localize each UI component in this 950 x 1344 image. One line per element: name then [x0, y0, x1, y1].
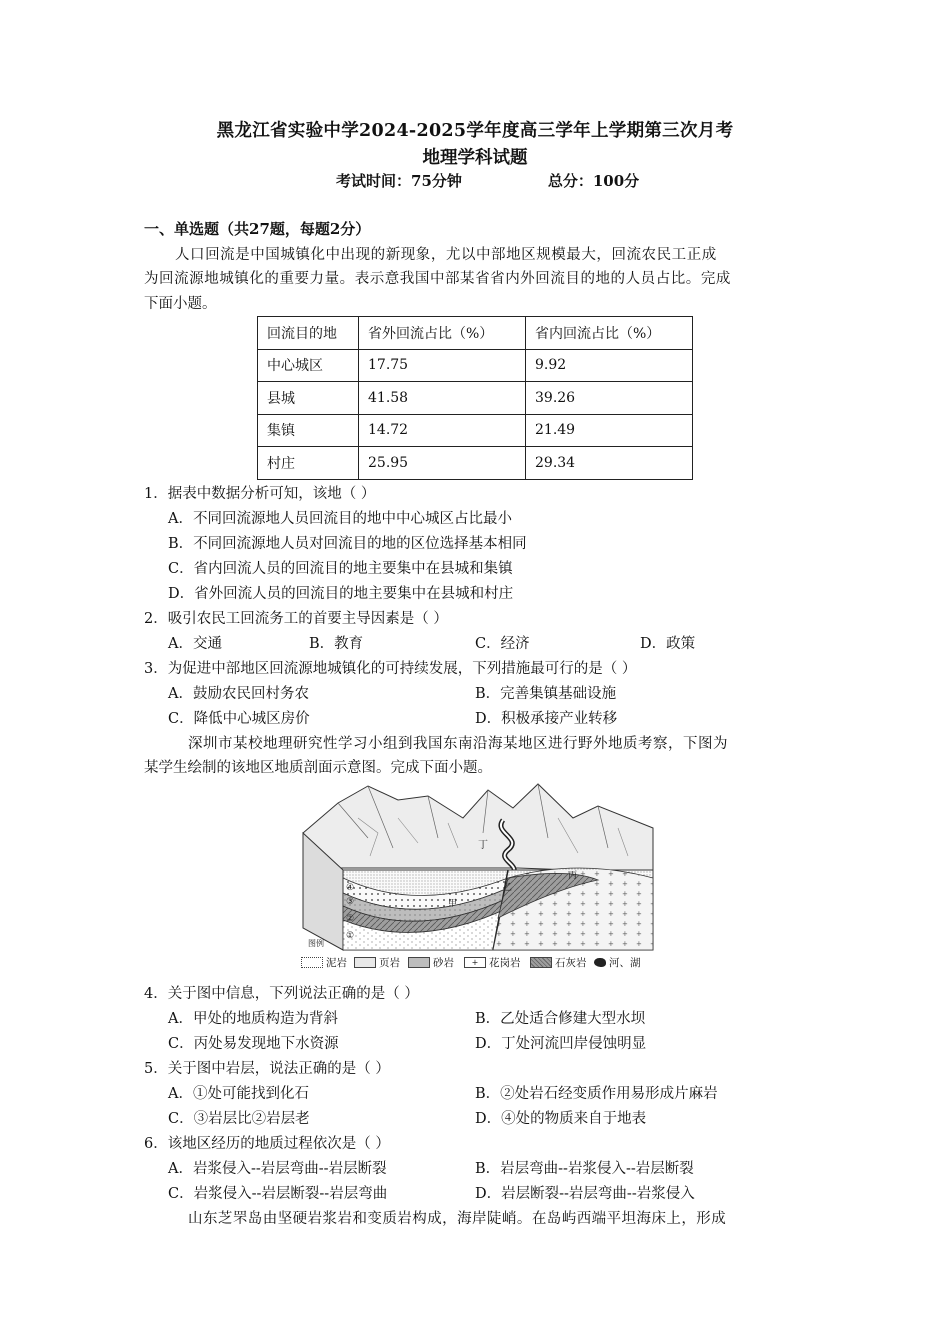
legend-swatch-limestone: [530, 957, 552, 968]
intro3-line-1: 山东芝罘岛由坚硬岩浆岩和变质岩构成，海岸陡峭。在岛屿西端平坦海床上，形成: [188, 1211, 727, 1227]
label-layer-4: ④: [346, 883, 355, 893]
table-cell: 县城: [258, 382, 359, 415]
q2-option-b: B．教育: [309, 636, 364, 652]
table-cell: 29.34: [526, 447, 693, 480]
table-cell: 41.58: [359, 382, 526, 415]
intro-line-3: 下面小题。: [144, 296, 217, 312]
table-row: [258, 414, 693, 447]
table-header: 回流目的地: [258, 317, 359, 350]
q5-option-d: D．④处的物质来自于地表: [475, 1111, 647, 1127]
q2-option-c: C．经济: [475, 636, 530, 652]
table-cell: 17.75: [359, 349, 526, 382]
table-cell: 中心城区: [258, 349, 359, 382]
exam-meta: [336, 170, 639, 191]
legend-sandstone: 砂岩: [433, 957, 454, 969]
intro-line-1: 人口回流是中国城镇化中出现的新现象，尤以中部地区规模最大，回流农民工正成: [175, 247, 717, 263]
q3-option-b: B．完善集镇基础设施: [475, 686, 617, 702]
label-layer-1: ①: [346, 931, 355, 941]
exam-time: 考试时间：75分钟: [336, 172, 462, 190]
exam-title: 黑龙江省实验中学2024-2025学年度高三学年上学期第三次月考: [216, 121, 734, 141]
table-header-row: [258, 317, 693, 350]
intro2-line-1: 深圳市某校地理研究性学习小组到我国东南沿海某地区进行野外地质考察，下图为: [188, 736, 728, 752]
legend-title: 图例: [308, 939, 324, 948]
table-header: 省外回流占比（%）: [359, 317, 526, 350]
q5-option-a: A．①处可能找到化石: [168, 1086, 309, 1102]
exam-subtitle: 地理学科试题: [422, 148, 528, 168]
q3-stem: 3．为促进中部地区回流源地城镇化的可持续发展，下列措施最可行的是（ ）: [144, 661, 637, 677]
section-heading: 一、单选题（共27题，每题2分）: [144, 220, 371, 238]
label-layer-3: ③: [346, 897, 355, 907]
q2-stem: 2．吸引农民工回流务工的首要主导因素是（ ）: [144, 611, 448, 627]
legend-river-lake: 河、湖: [609, 957, 641, 969]
q2-option-d: D．政策: [640, 636, 696, 652]
q6-option-c: C．岩浆侵入--岩层断裂--岩层弯曲: [168, 1186, 388, 1202]
table-cell: 集镇: [258, 414, 359, 447]
label-bing: 丙: [568, 871, 578, 881]
table-header: 省内回流占比（%）: [526, 317, 693, 350]
table-cell: 25.95: [359, 447, 526, 480]
q5-option-c: C．③岩层比②岩层老: [168, 1111, 310, 1127]
table-cell: 14.72: [359, 414, 526, 447]
legend-mudstone: 泥岩: [326, 957, 347, 969]
q1-option-c: C．省内回流人员的回流目的地主要集中在县城和集镇: [168, 561, 513, 577]
lake-icon: [594, 958, 606, 967]
q4-option-a: A．甲处的地质构造为背斜: [168, 1011, 338, 1027]
legend-swatch-granite: +: [464, 957, 486, 968]
table-cell: 21.49: [526, 414, 693, 447]
total-score: 总分：100分: [547, 172, 640, 190]
table-cell: 村庄: [258, 447, 359, 480]
q2-option-a: A．交通: [168, 636, 222, 652]
q1-stem: 1．据表中数据分析可知，该地（ ）: [144, 486, 376, 502]
q4-option-c: C．丙处易发现地下水资源: [168, 1036, 339, 1052]
label-ding: 丁: [478, 840, 488, 851]
q1-option-d: D．省外回流人员的回流目的地主要集中在县城和村庄: [168, 586, 514, 602]
table-cell: 39.26: [526, 382, 693, 415]
table-row: [258, 447, 693, 480]
table-row: [258, 349, 693, 382]
label-jia: 甲: [448, 899, 458, 909]
q6-option-b: B．岩层弯曲--岩浆侵入--岩层断裂: [475, 1161, 694, 1177]
table-cell: 9.92: [526, 349, 693, 382]
q5-stem: 5．关于图中岩层，说法正确的是（ ）: [144, 1061, 390, 1077]
intro-line-2: 为回流源地城镇化的重要力量。表示意我国中部某省省内外回流目的地的人员占比。完成: [144, 271, 731, 287]
return-destination-table: [257, 316, 693, 480]
q3-option-a: A．鼓励农民回村务农: [168, 686, 309, 702]
geologic-cross-section-figure: [298, 778, 658, 973]
q6-option-a: A．岩浆侵入--岩层弯曲--岩层断裂: [168, 1161, 387, 1177]
label-layer-2: ②: [346, 914, 355, 924]
q1-option-a: A．不同回流源地人员回流目的地中中心城区占比最小: [168, 511, 512, 527]
q4-stem: 4．关于图中信息，下列说法正确的是（ ）: [144, 986, 419, 1002]
intro2-line-2: 某学生绘制的该地区地质剖面示意图。完成下面小题。: [144, 760, 492, 776]
q3-option-d: D．积极承接产业转移: [475, 711, 618, 727]
q3-option-c: C．降低中心城区房价: [168, 711, 310, 727]
legend-swatch-mudstone: [301, 957, 323, 968]
label-yi: 乙: [503, 883, 513, 893]
q1-option-b: B．不同回流源地人员对回流目的地的区位选择基本相同: [168, 536, 527, 552]
q4-option-d: D．丁处河流凹岸侵蚀明显: [475, 1036, 647, 1052]
table-row: [258, 382, 693, 415]
q4-option-b: B．乙处适合修建大型水坝: [475, 1011, 646, 1027]
q6-option-d: D．岩层断裂--岩层弯曲--岩浆侵入: [475, 1186, 695, 1202]
q6-stem: 6．该地区经历的地质过程依次是（ ）: [144, 1136, 390, 1152]
q5-option-b: B．②处岩石经变质作用易形成片麻岩: [475, 1086, 718, 1102]
figure-legend: [298, 954, 658, 972]
legend-shale: 页岩: [379, 957, 400, 969]
legend-granite: 花岗岩: [489, 957, 521, 969]
legend-swatch-sandstone: [408, 957, 430, 968]
legend-limestone: 石灰岩: [555, 957, 587, 969]
legend-swatch-shale: [354, 957, 376, 968]
